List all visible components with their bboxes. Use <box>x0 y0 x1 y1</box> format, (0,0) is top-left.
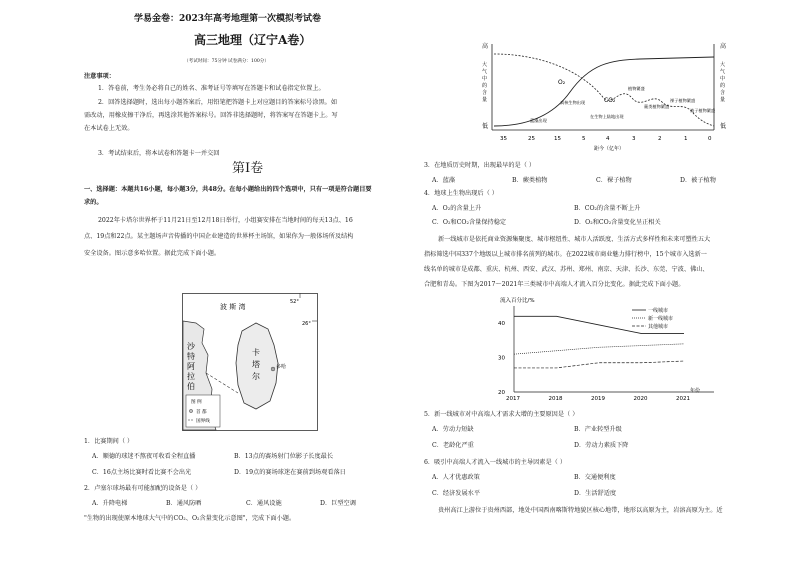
linechart-legend <box>632 307 673 330</box>
svg-text:1: 1 <box>684 136 688 142</box>
legend-new-tier1: 新一线城市 <box>648 316 674 322</box>
passage3-line1: 新一线城市是依托商业资源集聚度、城市枢纽性、城市人活跃度、生活方式多样性和未来可塑性五大 <box>438 236 711 243</box>
right-axis-label <box>720 61 725 103</box>
svg-text:气: 气 <box>720 69 726 75</box>
q2-stem: 2．卢塞尔球场最有可能加配的设备是（ ） <box>84 485 202 492</box>
note-2c: 在本试卷上无效。 <box>84 125 134 132</box>
q6-option-a[interactable]: A．人才优惠政策 <box>432 474 480 481</box>
talent-inflow-chart <box>484 294 724 406</box>
q1-option-d[interactable]: D．19点的赛场球迷在赛前到场观看落日 <box>234 469 346 476</box>
x-axis-ticks <box>500 136 712 142</box>
svg-text:植物繁盛: 植物繁盛 <box>628 86 645 91</box>
q2-option-d[interactable]: D．巨型空调 <box>320 500 356 507</box>
q4-option-b[interactable]: B．CO₂的含量不断上升 <box>574 205 641 212</box>
q1-option-c[interactable]: C．16点主场比赛时看比赛不会出光 <box>92 469 192 476</box>
q1-stem: 1．比赛期间（ ） <box>84 438 134 445</box>
svg-text:卡: 卡 <box>252 348 260 357</box>
passage3-line3: 线名单的城市是成都、重庆、杭州、西安、武汉、苏州、郑州、南京、天津、长沙、东莞、宁波、佛山、 <box>424 266 709 273</box>
legend-capital: 首 都 <box>196 410 207 415</box>
legend-title: 图 例 <box>191 400 202 405</box>
legend-other: 其他城市 <box>648 324 669 330</box>
q5-option-b[interactable]: B．产业转型升级 <box>574 426 622 433</box>
q6-stem: 6．吸引中高端人才流入一线城市的主导因素是（ ） <box>424 459 567 466</box>
q4-option-a[interactable]: A．O₂的含量上升 <box>432 205 482 212</box>
q5-stem: 5．新一线城市对中高端人才需求大增的主要原因是（ ） <box>424 411 579 418</box>
q5-option-d[interactable]: D．劳动力素质下降 <box>574 442 629 449</box>
city-label: 多哈 <box>276 364 287 370</box>
svg-text:特: 特 <box>187 352 195 361</box>
q4-option-c[interactable]: C．O₂和CO₂含量保持稳定 <box>432 219 507 226</box>
passage1-line1: 2022年卡塔尔世界杯于11月21日至12月18日举行，小组赛安排在当地时间的每天13点、16 <box>98 217 353 224</box>
svg-text:15: 15 <box>554 136 561 142</box>
svg-text:中: 中 <box>482 76 488 82</box>
svg-text:的: 的 <box>720 83 726 89</box>
svg-text:沙: 沙 <box>187 342 195 351</box>
svg-text:真核生物出现: 真核生物出现 <box>560 100 586 105</box>
q5-option-c[interactable]: C．老龄化严重 <box>432 442 474 449</box>
sea-label: 波 斯 湾 <box>220 303 246 311</box>
svg-text:35: 35 <box>500 136 507 142</box>
country-label-saudi <box>187 341 196 391</box>
svg-text:塔: 塔 <box>252 360 260 369</box>
o2-label: O₂ <box>558 79 566 86</box>
series-line-2 <box>514 361 684 368</box>
linechart-ytick: 30 <box>498 355 505 362</box>
q3-option-b[interactable]: B．蕨类植物 <box>512 177 548 184</box>
q6-option-c[interactable]: C．经济发展水平 <box>432 490 481 497</box>
left-axis-label <box>482 61 487 103</box>
svg-text:0: 0 <box>708 136 712 142</box>
chart-annotations <box>530 85 716 124</box>
x-axis-label: 距今（亿年） <box>594 146 625 152</box>
qatar-map <box>182 293 318 431</box>
exam-meta: （考试时间：75分钟 试卷满分：100分） <box>184 59 269 64</box>
notes-heading: 注意事项： <box>84 73 115 80</box>
svg-text:大: 大 <box>720 62 726 68</box>
q2-option-c[interactable]: C．通风设施 <box>246 500 282 507</box>
q3-stem: 3．在地质历史时期，出现最早的是（ ） <box>424 162 536 169</box>
svg-text:25: 25 <box>528 136 535 142</box>
passage3-line2: 指标筛选中国337个地级以上城市排名前列的城市。在2022城市商业魅力排行榜中，15个城市入选新一 <box>424 251 707 258</box>
left-axis-top: 高 <box>482 43 489 50</box>
passage1-line2: 点、19点和22点。某主题场声音传播的中国企业建造的世界杯主场馆，如果你为一般体场所及结构 <box>84 233 354 240</box>
linechart-ytick: 40 <box>498 321 505 328</box>
q6-option-b[interactable]: B．交通便利度 <box>574 474 616 481</box>
q5-option-a[interactable]: A．劳动力短缺 <box>432 426 474 433</box>
svg-text:含: 含 <box>720 90 726 96</box>
svg-text:5: 5 <box>582 136 586 142</box>
svg-text:尔: 尔 <box>252 372 260 381</box>
linechart-ylabel: 流入百分比/% <box>500 298 535 304</box>
right-axis-top: 高 <box>720 43 727 50</box>
q1-option-a[interactable]: A．顺德的球迷不熬夜可收看全程直播 <box>92 453 196 460</box>
legend-border: 国界线 <box>196 419 210 424</box>
svg-text:3: 3 <box>632 136 636 142</box>
passage3-line4: 合肥和青岛。下图为2017～2021年三类城市中高端人才流入百分比变化。据此完成下面小题。 <box>424 281 685 288</box>
linechart-ytick: 20 <box>498 390 505 396</box>
co2-label: CO₂ <box>604 97 616 104</box>
atmosphere-gas-chart <box>480 40 730 158</box>
right-axis-bottom: 低 <box>720 123 727 130</box>
lat-label-26: 26° <box>302 321 311 327</box>
linechart-xtick: 2021 <box>676 396 690 402</box>
svg-text:大: 大 <box>482 62 488 68</box>
linechart-xtick: 2017 <box>506 396 520 402</box>
section-title: 第Ⅰ卷 <box>232 161 264 176</box>
left-axis-bottom: 低 <box>482 123 489 130</box>
svg-text:含: 含 <box>482 90 488 96</box>
svg-text:蓝藻出现: 蓝藻出现 <box>530 118 547 123</box>
legend-tier1: 一线城市 <box>648 308 669 314</box>
q2-option-b[interactable]: B．通风防晒 <box>166 500 202 507</box>
linechart-xtick: 2020 <box>633 396 648 402</box>
svg-text:阿: 阿 <box>187 362 195 371</box>
svg-text:在生物上陆地出现: 在生物上陆地出现 <box>590 114 624 119</box>
note-1: 1．答卷前，考生务必将自己的姓名、准考证号等填写在答题卡和试卷指定位置上。 <box>98 85 325 92</box>
instructions-line1: 一、选择题：本题共16小题，每小题3分，共48分。在每小题给出的四个选项中，只有一项是符合题目要 <box>84 186 372 193</box>
exam-subtitle: 高三地理（辽宁A卷） <box>194 33 312 47</box>
note-3: 3．考试结束后，将本试卷和答题卡一并交回 <box>98 150 220 157</box>
svg-text:量: 量 <box>482 97 488 103</box>
series-line-1 <box>514 344 684 354</box>
q3-option-c[interactable]: C．裸子植物 <box>596 177 632 184</box>
country-label-qatar <box>252 347 260 381</box>
passage1-line3: 安全设备。图示意多哈位置。据此完成下面小题。 <box>84 250 221 257</box>
q3-option-d[interactable]: D．被子植物 <box>680 177 716 184</box>
linechart-xunit: 年份 <box>690 388 701 394</box>
svg-text:2: 2 <box>658 136 662 142</box>
q2-option-a[interactable]: A．升降电梯 <box>92 500 128 507</box>
note-2b: 需改动，用橡皮擦干净后，再选涂其他答案标号。回答非选择题时，将答案写在答题卡上。写 <box>84 112 338 119</box>
lat-label-52: 52° <box>290 299 299 305</box>
q1-option-b[interactable]: B．13点的赛场射门位影子长度最长 <box>234 453 334 460</box>
svg-text:量: 量 <box>720 97 726 103</box>
svg-text:蕨类植物繁盛: 蕨类植物繁盛 <box>644 104 670 109</box>
exam-title: 学易金卷：2023年高考地理第一次模拟考试卷 <box>134 14 322 24</box>
passage4: 贵州高江上游位于贵州西部，地处中国西南喀斯特地貌区核心地带，地形以高原为主，岩溶高原为主。近 <box>438 507 723 514</box>
instructions-line2: 求的。 <box>84 199 103 206</box>
q6-option-d[interactable]: D．生活舒适度 <box>574 490 617 497</box>
linechart-xtick: 2019 <box>591 396 605 402</box>
svg-text:伯: 伯 <box>187 382 195 391</box>
linechart-xtick: 2018 <box>548 396 563 402</box>
svg-text:4: 4 <box>606 136 610 142</box>
q3-option-a[interactable]: A．蓝藻 <box>432 177 456 184</box>
q4-option-d[interactable]: D．O₂和CO₂含量变化呈正相关 <box>574 219 661 226</box>
q4-stem: 4．地球上生物出现后（ ） <box>424 190 498 197</box>
svg-text:的: 的 <box>482 83 488 89</box>
svg-text:被子植物繁盛: 被子植物繁盛 <box>690 108 716 113</box>
note-2: 2．回答选择题时，选出每小题答案后，用铅笔把答题卡上对应题目的答案标号涂黑。如 <box>98 99 338 106</box>
svg-text:气: 气 <box>482 69 488 75</box>
svg-text:中: 中 <box>720 76 726 82</box>
svg-text:拉: 拉 <box>187 372 195 381</box>
svg-text:裸子植物繁盛: 裸子植物繁盛 <box>670 98 696 103</box>
passage2: "生物的出现使原本地球大气中的CO₂、O₂含量变化示意图"，完成下面小题。 <box>84 515 296 522</box>
